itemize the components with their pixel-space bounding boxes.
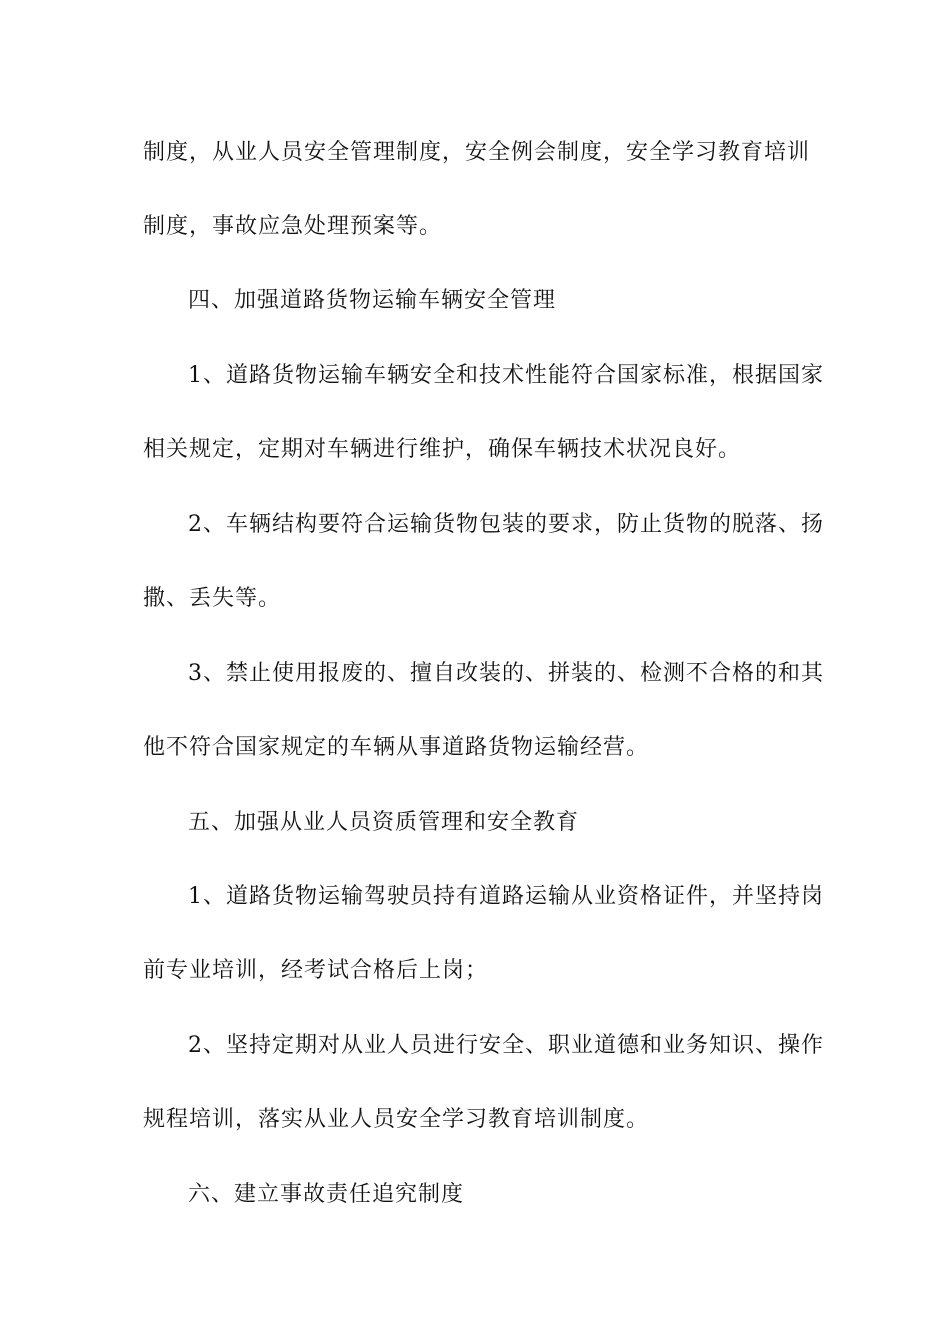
- body-text-line: 3、禁止使用报废的、擅自改装的、拼装的、检测不合格的和其: [188, 661, 824, 686]
- body-text-line: 规程培训，落实从业人员安全学习教育培训制度。: [143, 1107, 650, 1132]
- body-text-line: 1、道路货物运输驾驶员持有道路运输从业资格证件，并坚持岗: [188, 884, 824, 909]
- body-text-line: 2、坚持定期对从业人员进行安全、职业道德和业务知识、操作: [188, 1033, 824, 1058]
- section-heading: 六、建立事故责任追究制度: [188, 1182, 465, 1207]
- body-text-line: 撒、丢失等。: [143, 586, 282, 611]
- section-heading: 四、加强道路货物运输车辆安全管理: [188, 288, 557, 313]
- body-text-line: 前专业培训，经考试合格后上岗；: [143, 958, 489, 983]
- body-text-line: 2、车辆结构要符合运输货物包装的要求，防止货物的脱落、扬: [188, 512, 824, 537]
- body-text-line: 制度，从业人员安全管理制度，安全例会制度，安全学习教育培训: [143, 140, 811, 165]
- body-text-line: 1、道路货物运输车辆安全和技术性能符合国家标准，根据国家: [188, 363, 824, 388]
- body-text-line: 他不符合国家规定的车辆从事道路货物运输经营。: [143, 735, 650, 760]
- section-heading: 五、加强从业人员资质管理和安全教育: [188, 810, 580, 835]
- body-text-line: 相关规定，定期对车辆进行维护，确保车辆技术状况良好。: [143, 437, 742, 462]
- body-text-line: 制度，事故应急处理预案等。: [143, 214, 443, 239]
